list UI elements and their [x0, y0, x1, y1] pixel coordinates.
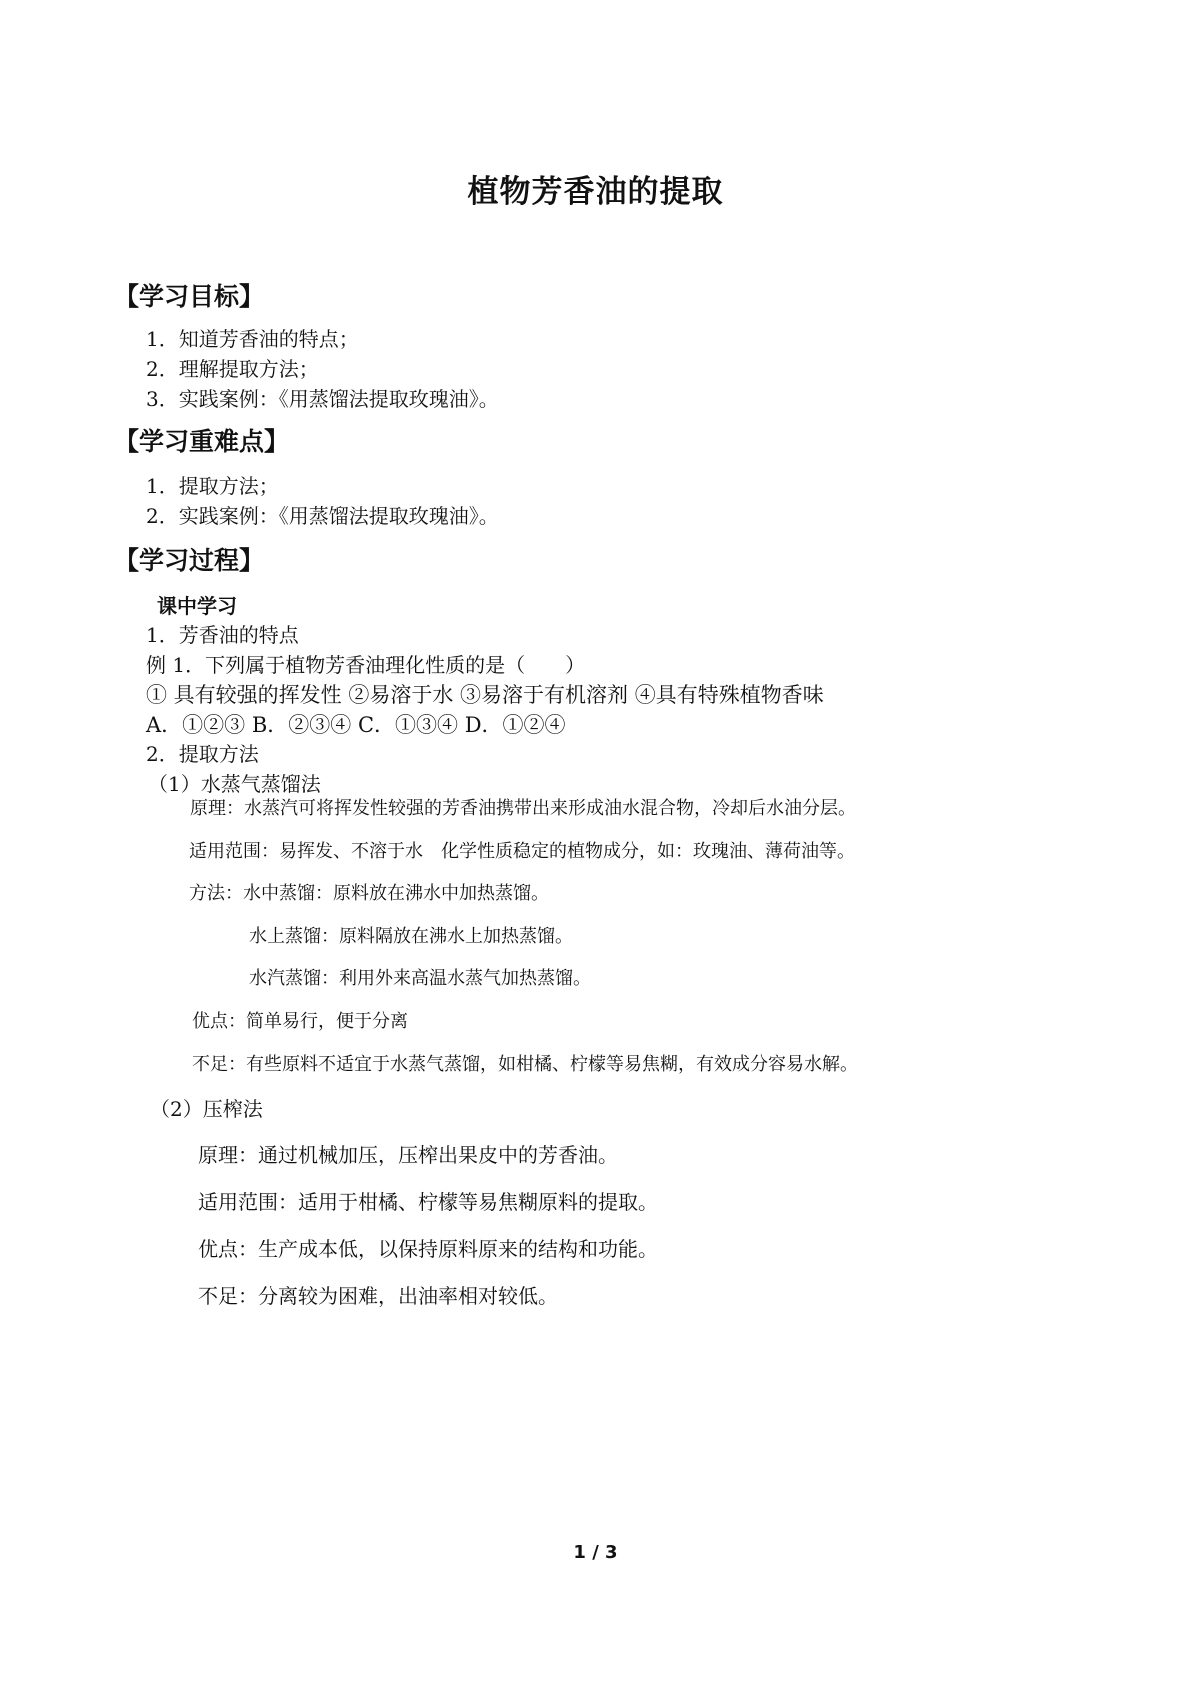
content-line: （2）压榨法 — [150, 1097, 263, 1121]
page-number: 1 / 3 — [573, 1542, 618, 1563]
content-line: 水上蒸馏：原料隔放在沸水上加热蒸馏。 — [249, 926, 573, 947]
content-line: ① 具有较强的挥发性 ②易溶于水 ③易溶于有机溶剂 ④具有特殊植物香味 — [146, 683, 824, 707]
content-line: 水汽蒸馏：利用外来高温水蒸气加热蒸馏。 — [249, 968, 591, 989]
goal-item: 2．理解提取方法； — [146, 357, 319, 381]
content-line: 不足：分离较为困难，出油率相对较低。 — [198, 1284, 558, 1308]
content-line: 不足：有些原料不适宜于水蒸气蒸馏，如柑橘、柠檬等易焦糊，有效成分容易水解。 — [192, 1054, 858, 1075]
content-line: 2．提取方法 — [146, 742, 259, 766]
section-heading-goals: 【学习目标】 — [114, 282, 265, 311]
content-line: （1）水蒸气蒸馏法 — [148, 772, 321, 796]
content-line: 优点：简单易行，便于分离 — [192, 1011, 408, 1032]
content-line: 原理：通过机械加压，压榨出果皮中的芳香油。 — [198, 1143, 618, 1167]
content-line: 例 1．下列属于植物芳香油理化性质的是（ ） — [146, 653, 586, 677]
subheading-in-class: 课中学习 — [157, 594, 237, 618]
key-point-item: 2．实践案例：《用蒸馏法提取玫瑰油》。 — [146, 504, 499, 528]
goal-item: 1．知道芳香油的特点； — [146, 327, 359, 351]
content-line: 方法：水中蒸馏：原料放在沸水中加热蒸馏。 — [189, 883, 549, 904]
content-line: 适用范围：易挥发、不溶于水 化学性质稳定的植物成分，如：玫瑰油、薄荷油等。 — [189, 841, 855, 862]
content-line: 适用范围：适用于柑橘、柠檬等易焦糊原料的提取。 — [198, 1190, 658, 1214]
goal-item: 3．实践案例：《用蒸馏法提取玫瑰油》。 — [146, 387, 499, 411]
key-point-item: 1．提取方法； — [146, 474, 279, 498]
content-line: 原理：水蒸汽可将挥发性较强的芳香油携带出来形成油水混合物，冷却后水油分层。 — [190, 798, 856, 819]
content-line: 优点：生产成本低，以保持原料原来的结构和功能。 — [198, 1237, 658, 1261]
section-heading-key-points: 【学习重难点】 — [114, 427, 290, 456]
content-line: 1．芳香油的特点 — [146, 623, 299, 647]
section-heading-process: 【学习过程】 — [114, 546, 265, 575]
document-title: 植物芳香油的提取 — [467, 174, 724, 210]
content-line: A．①②③ B．②③④ C．①③④ D．①②④ — [146, 713, 566, 737]
